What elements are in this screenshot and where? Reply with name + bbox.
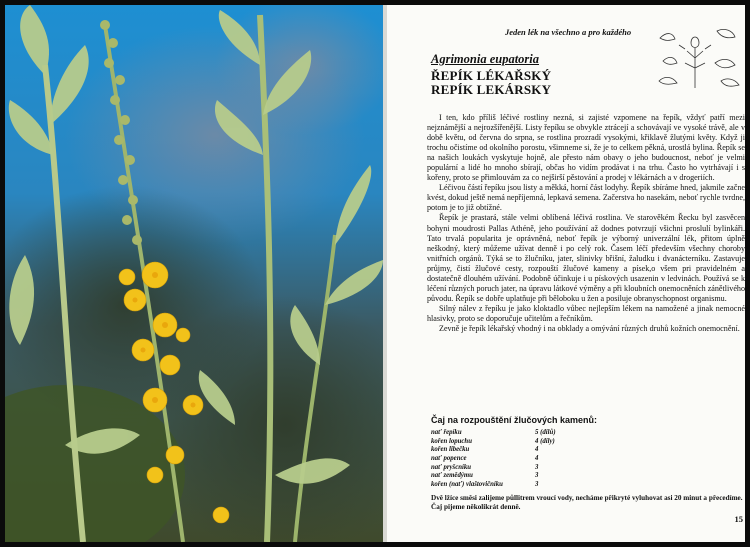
recipe-ingredients — [431, 429, 611, 490]
ingredient-name: nať pryšcníku — [431, 463, 472, 471]
ingredient-row — [431, 446, 611, 455]
paragraph: Léčivou částí řepíku jsou listy a měkká, horní část lodyhy. Řepík sbíráme hned, jakmile začne kvést, dokud ještě nemá nepříjemná, lepkavá semena. Začerstva ho nasekám, neboť rychle tvrdne, potom je to již obtížné. — [427, 183, 745, 213]
common-names — [431, 69, 551, 97]
ingredient-row — [431, 481, 611, 490]
page-number: 15 — [734, 514, 743, 524]
ingredient-amount: 4 — [535, 446, 539, 454]
latin-name: Agrimonia eupatoria — [431, 52, 540, 66]
paragraph: Řepík je prastará, stále velmi oblíbená léčivá rostlina. Ve starověkém Řecku byl zasvěcen bohyni moudrosti Pallas Athéně, jeho používání až dodnes potvrzují všichni proslulí bylinkáři. Tato trvalá popularita je oprávněná, neboť řepík je výborný univerzální lék, přitom úplně neškodný, který můžeme užívat denně i po celý rok. Časem léčí především všechny choroby vnitřních orgánů. Týká se to žlučníku, jater, slinivky břišní, žaludku i dvanácterníku. Zastavuje průjmy, čistí žlučové cesty, rozpouští žlučové kameny a písek,o všem pri pravidelném a dostatečně dlouhém užívání. Podobně účinkuje i u pískových usazenin v ledvinách. Používá se k léčení různých poruch jater, na úpravu látkové výměny a při kloubních onemocněních zánětlivého původu. Řepík se dobře uplatňuje při běloboku u žen a posiluje obranyschopnost organismu. — [427, 213, 745, 303]
ingredient-row — [431, 438, 611, 447]
article-body — [427, 113, 745, 334]
ingredient-name: kořen libečku — [431, 446, 470, 454]
ingredient-name: nať popence — [431, 455, 467, 463]
ingredient-amount: 3 — [535, 481, 539, 489]
ingredient-name: kořen lopuchu — [431, 437, 472, 445]
ingredient-row — [431, 472, 611, 481]
running-header: Jeden lék na všechno a pro každého — [505, 27, 632, 37]
recipe-title: Čaj na rozpouštění žlučových kamenů: — [431, 415, 598, 425]
ingredient-row — [431, 464, 611, 473]
ingredient-name: nať zemědýmu — [431, 472, 473, 480]
ingredient-row — [431, 455, 611, 464]
ingredient-amount: 4 (díly) — [535, 437, 555, 445]
ingredient-row — [431, 429, 611, 438]
recipe-instructions: Dvě lžíce směsi zalijeme půllitrem vroucí vody, necháme přikryté vyluhovat asi 20 minut a přecedíme. Čaj pijeme několikrát denně. — [431, 494, 743, 511]
ingredient-name: kořen (nať) vlaštovičníku — [431, 481, 503, 489]
ingredient-name: nať řepíku — [431, 429, 462, 436]
slovak-name: REPÍK LEKÁRSKY — [431, 82, 552, 97]
paragraph: I ten, kdo příliš léčivé rostliny nezná, si zajisté vzpomene na řepík, vždyť patří mezi nejznámější a nejrozšířenější. Listy řepíku se obvykle ztrácejí a schovávají ve vysoké trávě, ale v době květu, od června do srpna, se rostlina prozradí vysokými, křiklavě žlutými květy. Když ji trochu očistíme od okolního porostu, všimneme si, že je to celkem pěkná, urostlá bylina. Řepík se na našich loukách vyskytuje hojně, ale přesto nám obavy o jeho budoucnost, neboť je velmi populární a lidé ho mnoho sbírají, občas ho vidím prodávat i na trhu. Často ho vytrhávají i s kořeny, proto se přimlouvám za co nejširší pěstování a prodej v lékárnách a v drogeriích. — [427, 113, 745, 183]
text-page — [387, 5, 745, 542]
ingredient-amount: 5 (dílů) — [535, 429, 556, 436]
ingredient-amount: 4 — [535, 455, 539, 463]
paragraph: Silný nálev z řepíku je jako kloktadlo vůbec nejlepším lékem na namožené a jinak nemocné hlasivky, proto se doporučuje učitelům a řečníkům. — [427, 303, 745, 323]
herb-gatherer-illustration — [655, 23, 743, 93]
czech-name: ŘEPÍK LÉKAŘSKÝ — [431, 68, 552, 83]
ingredient-amount: 3 — [535, 472, 539, 480]
ingredient-amount: 3 — [535, 463, 539, 471]
paragraph: Zevně je řepík lékařský vhodný i na obklady a omývání různých druhů kožních onemocnění. — [439, 323, 740, 333]
agrimony-photo-image — [5, 5, 383, 542]
plant-photo — [5, 5, 383, 542]
